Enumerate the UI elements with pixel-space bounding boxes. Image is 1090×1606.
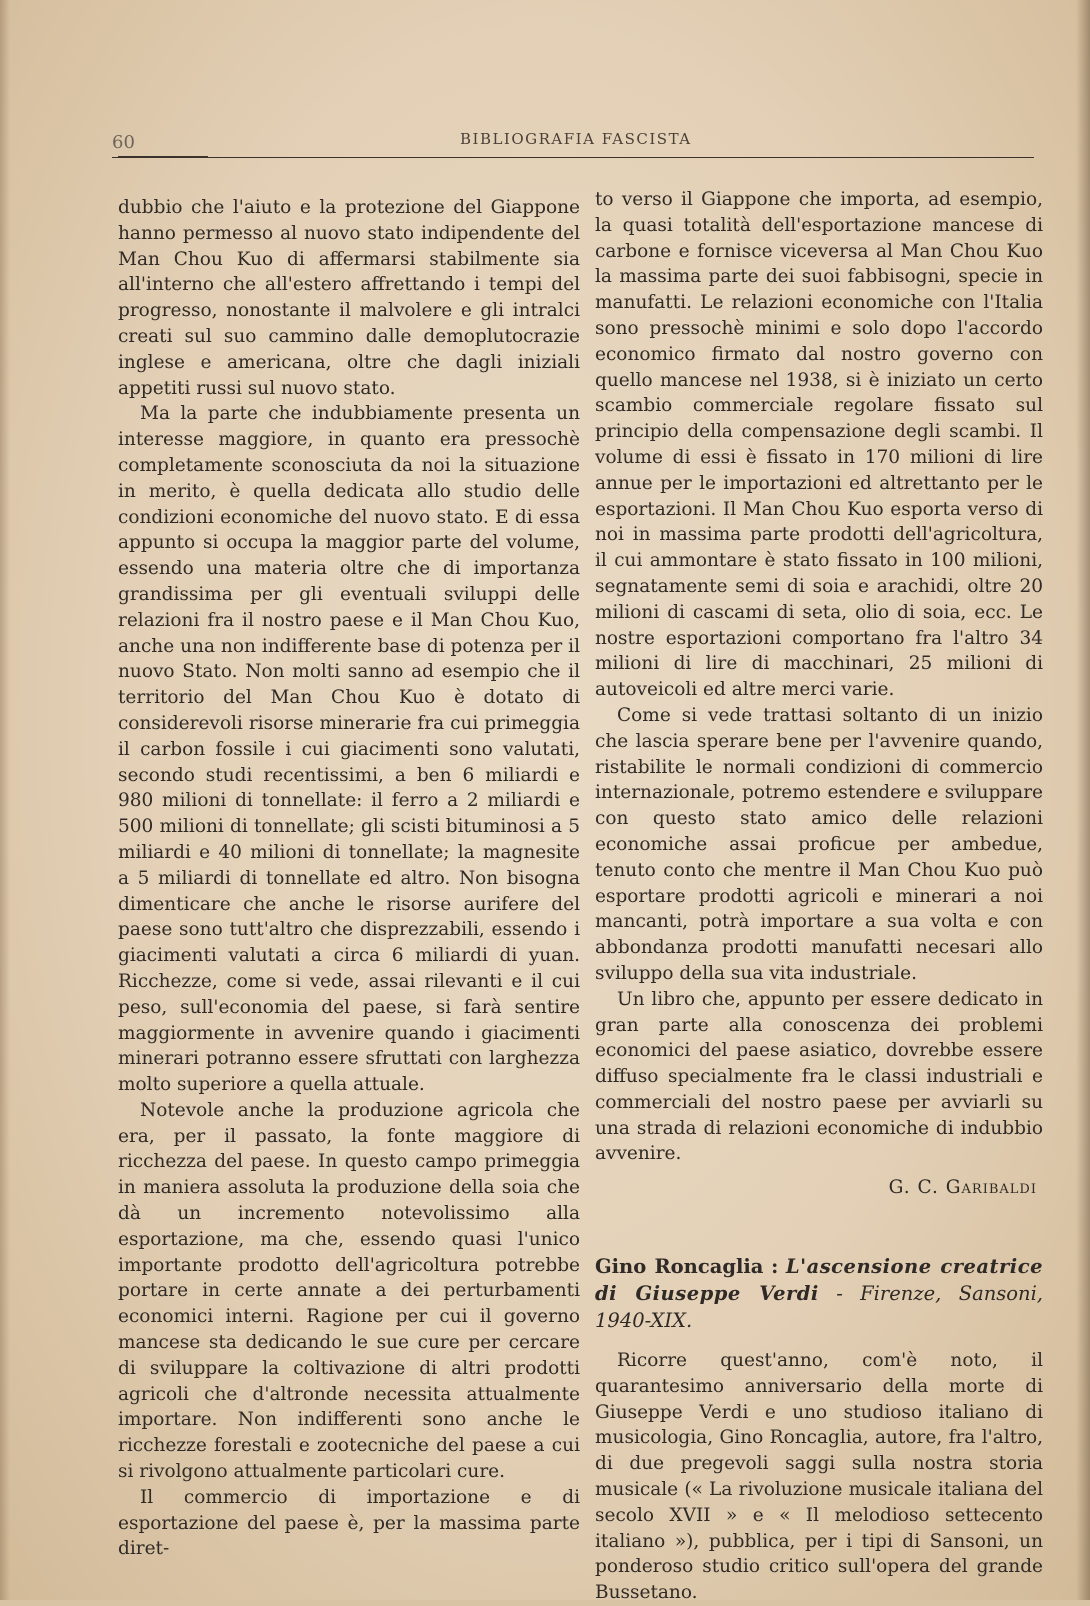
page-header [112, 124, 1034, 160]
paragraph: Notevole anche la produzione agricola che era, per il passato, la fonte maggiore di ricchezza del paese. In questo campo primeggia in maniera assoluta la produzione della soia che dà un incremento notevolissimo alla esportazione, ma che, essendo quasi l'unico importante prodotto dell'agricoltura potrebbe portare in certe annate a dei perturbamenti economici interni. Ragione per cui il governo mancese sta dedicando le sue cure per cercare di sviluppare la coltivazione di altri prodotti agricoli che d'altronde necessita attualmente importare. Non indifferenti sono anche le ricchezze forestali e zootecniche del paese a cui si rivolgono attualmente particolari cure. [118, 1099, 580, 1483]
review-heading [595, 1253, 1043, 1334]
review-publication: - Firenze, Sansoni, 1940-XIX. [595, 1282, 1044, 1333]
review-signature [595, 1175, 1037, 1201]
paragraph: to verso il Giappone che importa, ad esempio, la quasi totalità dell'esportazione mancese di carbone e fornisce viceversa al Man Chou Kuo la massima parte dei suoi fabbisogni, specie in manufatti. Le relazioni economiche con l'Italia sono pressochè minimi e solo dopo l'accordo economico firmato dal nostro governo con quello mancese nel 1938, si è iniziato un certo scambio commerciale regolare fissato sul principio della compensazione degli scambi. Il volume di essi è fissato in 170 milioni di lire annue per le importazioni ed altrettanto per le esportazioni. Il Man Chou Kuo esporta verso di noi in massima parte prodotti dell'agricoltura, il cui ammontare è stato fissato in 100 milioni, segnatamente semi di soia e arachidi, oltre 20 milioni di cascami di seta, olio di soia, ecc. Le nostre esportazioni comportano fra l'altro 34 milioni di lire di macchinari, 25 milioni di autoveicoli ed altre merci varie. [595, 189, 1043, 701]
signature-name: Garibaldi [945, 1177, 1037, 1199]
left-column [118, 195, 580, 1562]
review-author: Gino Roncaglia [595, 1255, 764, 1279]
page-number: 60 [112, 132, 135, 153]
paragraph: Ma la parte che indubbiamente presenta un interesse maggiore, in quanto era pressochè completamente sconosciuta da noi la situazione in merito, è quella dedicata allo studio delle condizioni economiche del nuovo stato. E di essa appunto si occupa la maggior parte del volume, essendo una materia oltre che di importanza grandissima per gli eventuali sviluppi delle relazioni fra il nostro paese e il Man Chou Kuo, anche una non indifferente base di potenza per il nuovo Stato. Non molti sanno ad esempio che il territorio del Man Chou Kuo è dotato di considerevoli risorse minerarie fra cui primeggia il carbon fossile i cui giacimenti sono valutati, secondo studi recentissimi, a ben 6 miliardi e 980 milioni di tonnellate: il ferro a 2 miliardi e 500 milioni di tonnellate; gli scisti bituminosi a 5 miliardi e 40 milioni di tonnellate; la magnesite a 5 miliardi di tonnellate ed altro. Non bisogna dimenticare che anche le risorse aurifere del paese sono tutt'altro che disprezzabili, essendo i giacimenti valutati a circa 6 miliardi di yuan. Ricchezze, come si vede, assai rilevanti e il cui peso, sull'economia del paese, si farà sentire maggiormente in avvenire quando i giacimenti minerari potranno essere sfruttati con larghezza molto superiore a quella attuale. [118, 403, 580, 1096]
review-separator: : [771, 1255, 779, 1279]
header-rule [112, 157, 1034, 158]
review-body [595, 1348, 1043, 1606]
paragraph: Come si vede trattasi soltanto di un inizio che lascia sperare bene per l'avvenire quando, ristabilite le normali condizioni di commercio internazionale, potremo estendere e sviluppare con questo stato amico delle relazioni economiche assai proficue per ambedue, tenuto conto che mentre il Man Chou Kuo può esportare prodotti agricoli e minerari a noi mancanti, potrà importare a sua volta e con abbondanza prodotti manufatti necesari allo sviluppo della sua vita industriale. [595, 704, 1043, 984]
paragraph: Il commercio di importazione e di esportazione del paese è, per la massima parte diret- [118, 1486, 580, 1560]
page-edge-shadow-left [0, 0, 10, 1600]
paragraph: dubbio che l'aiuto e la protezione del Giappone hanno permesso al nuovo stato indipendente del Man Chou Kuo di affermarsi stabilmente sia all'interno che all'estero affrettando i tempi del progresso, nonostante il malvolere e gli intralci creati sul suo cammino dalle demoplutocrazie inglese e americana, oltre che dagli iniziali appetiti russi sul nuovo stato. [118, 197, 580, 399]
running-title: BIBLIOGRAFIA FASCISTA [460, 130, 692, 148]
page-edge-shadow-right [1076, 0, 1090, 1600]
right-column [595, 187, 1043, 1606]
review-book-title: L'ascensione creatrice di Giuseppe Verdi [595, 1255, 1043, 1306]
header-rule-accent [118, 156, 208, 158]
paragraph: Un libro che, appunto per essere dedicato in gran parte alla conoscenza dei problemi economici del paese asiatico, dovrebbe essere diffuso specialmente fra le classi industriali e commerciali del nostro paese per avviarli su una strada di relazioni economiche di indubbio avvenire. [595, 988, 1043, 1165]
paragraph: Ricorre quest'anno, com'è noto, il quarantesimo anniversario della morte di Giuseppe Verdi e uno studioso italiano di musicologia, Gino Roncaglia, autore, fra l'altro, di due pregevoli saggi sulla nostra storia musicale (« La rivoluzione musicale italiana del secolo XVII » e « Il melodioso settecento italiano »), pubblica, per i tipi di Sansoni, un ponderoso studio critico sull'opera del grande Bussetano. [595, 1350, 1043, 1604]
signature-initials: G. C. [888, 1177, 939, 1199]
